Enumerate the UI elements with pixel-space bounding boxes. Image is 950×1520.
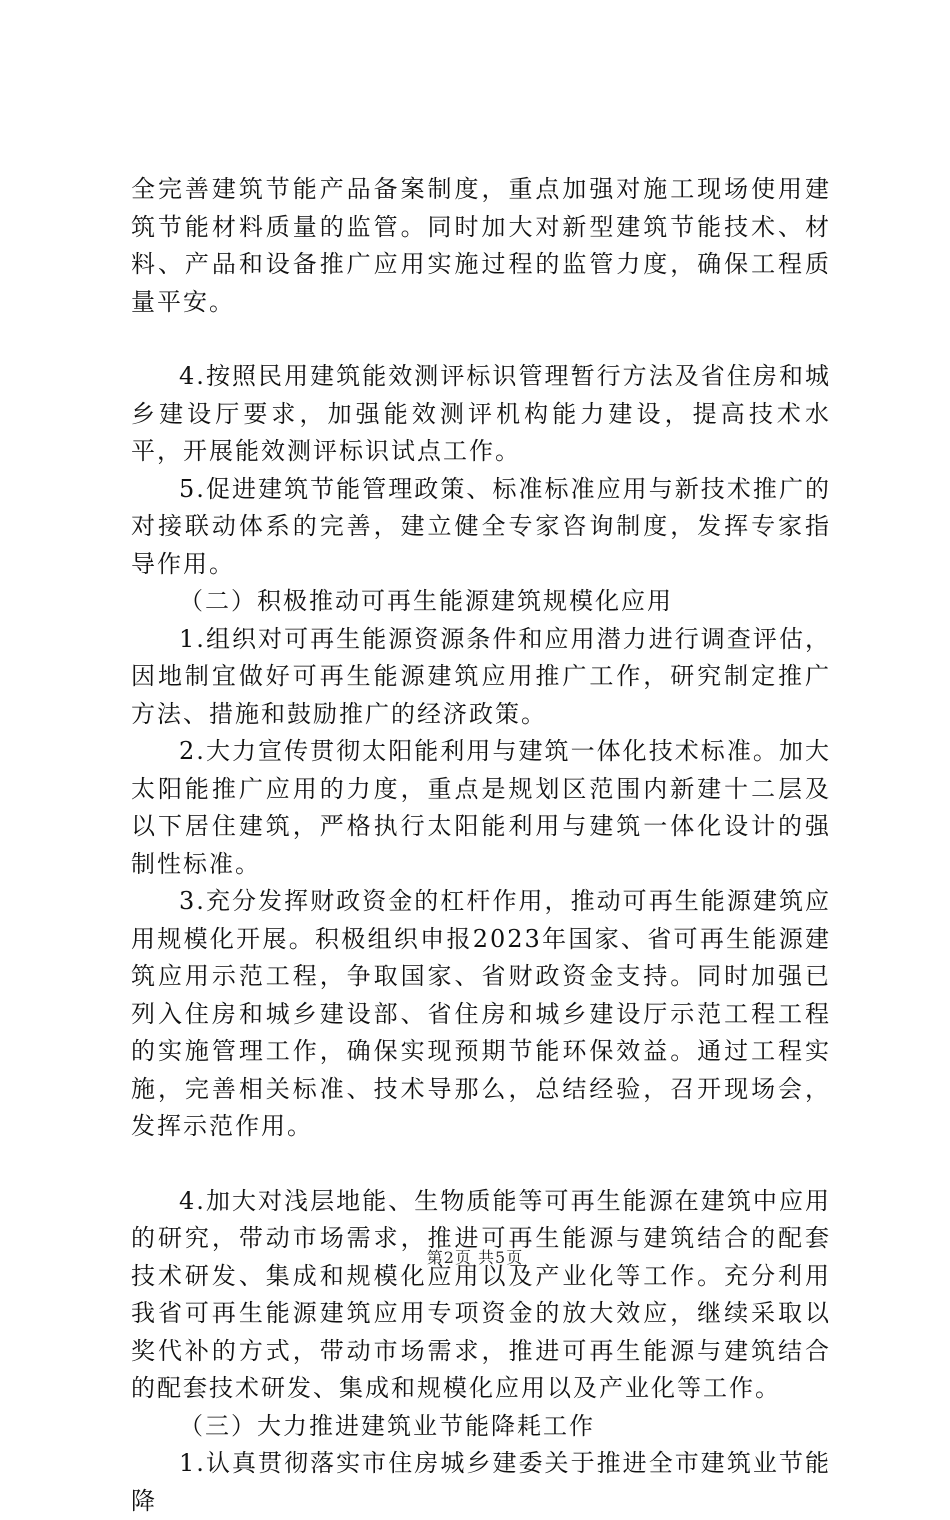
paragraph-item-4b: 4.加大对浅层地能、生物质能等可再生能源在建筑中应用的研究，带动市场需求，推进可再生能源与建筑结合的配套技术研发、集成和规模化应用以及产业化等工作。充分利用我省可再生能源建筑应用专项资金的放大效应，继续采取以奖代补的方式，带动市场需求，推进可再生能源与建筑结合的配套技术研发、集成和规模化应用以及产业化等工作。 [131,1186,831,1402]
document-body [131,171,831,1520]
paragraph-item-1: 1.组织对可再生能源资源条件和应用潜力进行调查评估，因地制宜做好可再生能源建筑应用推广工作，研究制定推广方法、措施和鼓励推广的经济政策。 [131,624,831,728]
paragraph-item-1b: 1.认真贯彻落实市住房城乡建委关于推进全市建筑业节能降 [131,1449,831,1515]
paragraph-item-3: 3.充分发挥财政资金的杠杆作用，推动可再生能源建筑应用规模化开展。积极组织申报2023年国家、省可再生能源建筑应用示范工程，争取国家、省财政资金支持。同时加强已列入住房和城乡建设部、省住房和城乡建设厅示范工程工程的实施管理工作，确保实现预期节能环保效益。通过工程实施，完善相关标准、技术导那么，总结经验，召开现场会，发挥示范作用。 [131,887,831,1140]
paragraph-item-2: 2.大力宣传贯彻太阳能利用与建筑一体化技术标准。加大太阳能推广应用的力度，重点是规划区范围内新建十二层及以下居住建筑，严格执行太阳能利用与建筑一体化设计的强制性标准。 [131,737,831,878]
paragraph-item-5: 5.促进建筑节能管理政策、标准标准应用与新技术推广的对接联动体系的完善，建立健全专家咨询制度，发挥专家指导作用。 [131,474,831,578]
section-heading-2: （二）积极推动可再生能源建筑规模化应用 [179,587,673,615]
paragraph-item-4: 4.按照民用建筑能效测评标识管理暂行方法及省住房和城乡建设厅要求，加强能效测评机构能力建设，提高技术水平，开展能效测评标识试点工作。 [131,362,831,465]
section-heading-3: （三）大力推进建筑业节能降耗工作 [179,1411,595,1440]
page-number-footer: 第2页 共5页 [426,1248,524,1267]
paragraph-continuation: 全完善建筑节能产品备案制度，重点加强对施工现场使用建筑节能材料质量的监管。同时加大对新型建筑节能技术、材料、产品和设备推广应用实施过程的监管力度，确保工程质量平安。 [131,175,831,316]
